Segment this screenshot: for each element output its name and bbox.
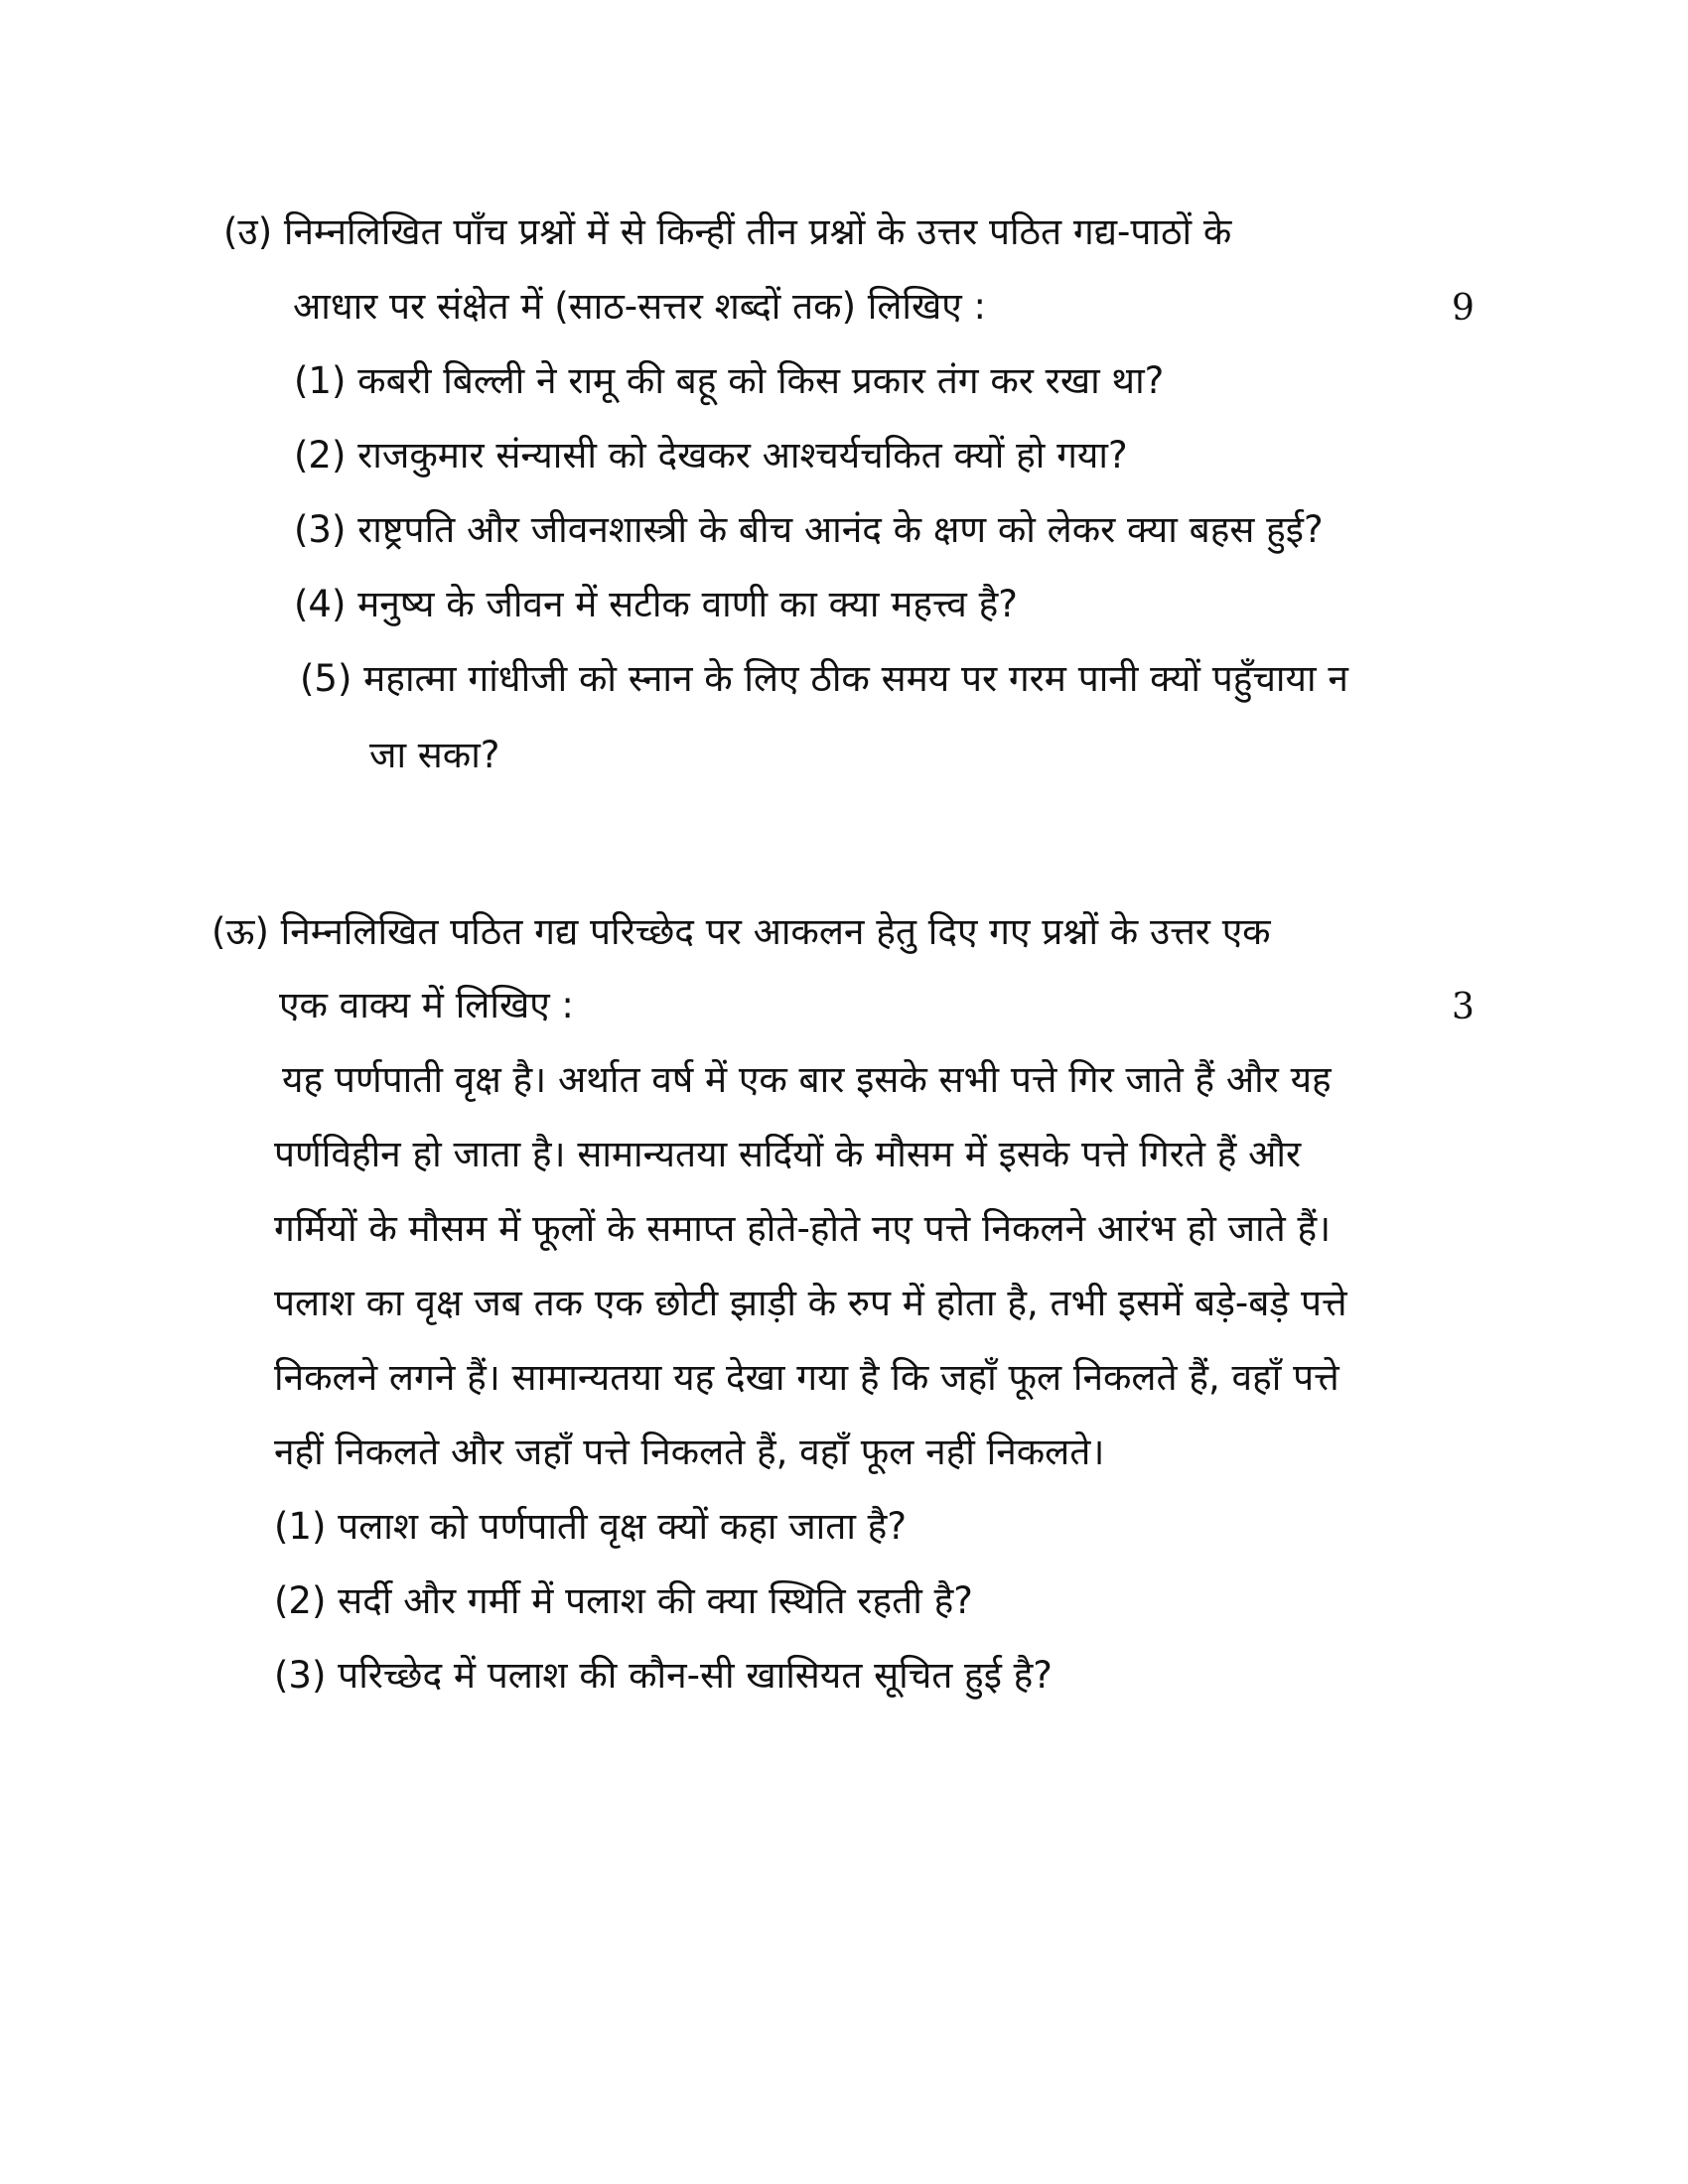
passage-line-4: पलाश का वृक्ष जब तक एक छोटी झाड़ी के रुप में होता है, तभी इसमें बड़े-बड़े पत्ते	[274, 1282, 1347, 1324]
section-u-question-4: (4) मनुष्य के जीवन में सटीक वाणी का क्या महत्त्व है?	[294, 583, 1018, 625]
passage-line-5: निकलने लगने हैं। सामान्यतया यह देखा गया है कि जहाँ फूल निकलते हैं, वहाँ पत्ते	[274, 1356, 1339, 1399]
section-uu-question-1: (1) पलाश को पर्णपाती वृक्ष क्यों कहा जाता है?	[274, 1505, 907, 1548]
passage-line-3: गर्मियों के मौसम में फूलों के समाप्त होते-होते नए पत्ते निकलने आरंभ हो जाते हैं।	[274, 1207, 1332, 1250]
passage-line-1: यह पर्णपाती वृक्ष है। अर्थात वर्ष में एक बार इसके सभी पत्ते गिर जाते हैं और यह	[282, 1058, 1332, 1101]
section-u-question-5: (5) महात्मा गांधीजी को स्नान के लिए ठीक समय पर गरम पानी क्यों पहुँचाया न	[300, 657, 1348, 700]
section-u-question-3: (3) राष्ट्रपति और जीवनशास्त्री के बीच आनंद के क्षण को लेकर क्या बहस हुई?	[294, 508, 1324, 551]
section-uu-question-2: (2) सर्दी और गर्मी में पलाश की क्या स्थिति रहती है?	[274, 1579, 973, 1622]
section-u-heading-cont: आधार पर संक्षेत में (साठ-सत्तर शब्दों तक) लिखिए :	[293, 285, 986, 328]
section-u-marks: 9	[1452, 288, 1475, 329]
section-u-question-2: (2) राजकुमार संन्यासी को देखकर आश्चर्यचकित क्यों हो गया?	[294, 434, 1128, 477]
section-uu-heading: (ऊ) निम्नलिखित पठित गद्य परिच्छेद पर आकलन हेतु दिए गए प्रश्नों के उत्तर एक	[211, 910, 1271, 953]
passage-line-2: पर्णविहीन हो जाता है। सामान्यतया सर्दियों के मौसम में इसके पत्ते गिरते हैं और	[274, 1133, 1302, 1175]
section-u-question-5-cont: जा सका?	[369, 734, 500, 776]
passage-line-6: नहीं निकलते और जहाँ पत्ते निकलते हैं, वहाँ फूल नहीं निकलते।	[274, 1431, 1105, 1473]
section-uu-marks: 3	[1452, 987, 1475, 1027]
section-u-question-1: (1) कबरी बिल्ली ने रामू की बहू को किस प्रकार तंग कर रखा था?	[294, 359, 1165, 402]
section-uu-question-3: (3) परिच्छेद में पलाश की कौन-सी खासियत सूचित हुई है?	[274, 1654, 1053, 1697]
section-uu-heading-cont: एक वाक्य में लिखिए :	[279, 984, 574, 1026]
section-u-heading: (उ) निम्नलिखित पाँच प्रश्नों में से किन्हीं तीन प्रश्नों के उत्तर पठित गद्य-पाठों के	[223, 210, 1232, 253]
